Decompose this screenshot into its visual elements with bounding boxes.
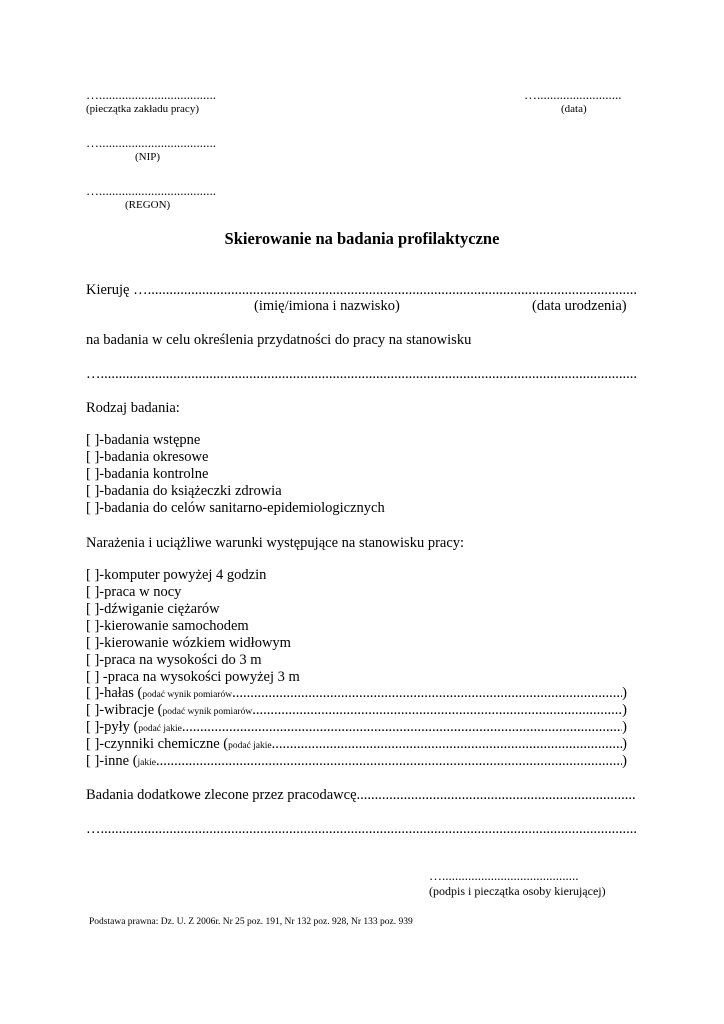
exam-types-heading: Rodzaj badania: [86,400,180,416]
checkbox-night-work[interactable]: [ ]-praca w nocy [86,584,182,600]
other-close: ) [622,753,627,769]
checkbox-height-above-3m[interactable]: [ ] -praca na wysokości powyżej 3 m [86,669,300,685]
vibration-dots [252,702,622,719]
name-label: (imię/imiona i nazwisko) [254,298,400,314]
noise-hint: podać wynik pomiarów [142,690,233,700]
checkbox-noise[interactable] [86,685,627,702]
referral-lead: Kieruję … [86,282,148,298]
chemicals-close: ) [622,736,627,752]
position-field[interactable] [86,366,638,383]
referral-dots [148,282,638,299]
checkbox-health-book-exam[interactable]: [ ]-badania do książeczki zdrowia [86,483,282,499]
checkbox-chemicals[interactable] [86,736,627,753]
additional-continuation-lead: … [86,821,101,837]
regon-field-dots[interactable]: ….................................... [86,183,216,198]
dust-label: [ ]-pyły ( [86,719,139,735]
checkbox-driving-car[interactable]: [ ]-kierowanie samochodem [86,618,249,634]
checkbox-other[interactable] [86,753,627,770]
hazards-heading: Narażenia i uciążliwe warunki występujące na stanowisku pracy: [86,535,465,551]
document-title: Skierowanie na badania profilaktyczne [224,229,500,248]
nip-field-dots[interactable]: ….................................... [86,135,216,150]
regon-field-label: (REGON) [125,199,171,211]
dust-close: ) [622,719,627,735]
noise-label: [ ]-hałas ( [86,685,143,701]
position-lead: … [86,366,101,382]
chemicals-hint: podać jakie [228,741,272,751]
position-dots [101,366,639,383]
dust-dots [182,719,622,736]
chemicals-dots [272,736,623,753]
checkbox-lifting[interactable]: [ ]-dźwiganie ciężarów [86,601,220,617]
stamp-field-label: (pieczątka zakładu pracy) [86,103,199,115]
checkbox-computer[interactable]: [ ]-komputer powyżej 4 godzin [86,567,267,583]
additional-continuation-dots [101,821,639,838]
other-dots [156,753,622,770]
stamp-field-dots[interactable]: ….................................... [86,87,216,102]
vibration-label: [ ]-wibracje ( [86,702,163,718]
dust-hint: podać jakie [138,724,182,734]
nip-field-label: (NIP) [135,151,161,163]
birth-date-label: (data urodzenia) [532,298,627,314]
signature-label: (podpis i pieczątka osoby kierującej) [429,884,606,898]
checkbox-control-exam[interactable]: [ ]-badania kontrolne [86,466,209,482]
checkbox-initial-exam[interactable]: [ ]-badania wstępne [86,432,201,448]
vibration-hint: podać wynik pomiarów [162,707,253,717]
additional-exams-dots [357,787,636,804]
purpose-text: na badania w celu określenia przydatności do pracy na stanowisku [86,332,472,348]
chemicals-label: [ ]-czynniki chemiczne ( [86,736,229,752]
other-hint: jakie [137,758,156,768]
additional-exams-label: Badania dodatkowe zlecone przez pracodawcę [86,787,357,803]
additional-exams-continuation[interactable] [86,821,638,838]
signature-field-dots[interactable]: ….......................................... [429,868,579,883]
referral-name-field[interactable] [86,282,638,299]
date-field-dots[interactable]: ….......................... [524,87,622,102]
additional-exams-field[interactable] [86,787,636,804]
hazards-list [86,567,300,686]
date-field-label: (data) [561,103,587,115]
checkbox-vibration[interactable] [86,702,627,719]
vibration-close: ) [622,702,627,718]
checkbox-height-below-3m[interactable]: [ ]-praca na wysokości do 3 m [86,652,262,668]
checkbox-sanitary-exam[interactable]: [ ]-badania do celów sanitarno-epidemiologicznych [86,500,385,516]
exam-types-list [86,432,385,517]
other-label: [ ]-inne ( [86,753,138,769]
checkbox-dust[interactable] [86,719,627,736]
noise-dots [232,685,622,702]
checkbox-forklift[interactable]: [ ]-kierowanie wózkiem widłowym [86,635,291,651]
legal-basis-note: Podstawa prawna: Dz. U. Z 2006r. Nr 25 poz. 191, Nr 132 poz. 928, Nr 133 poz. 939 [89,917,413,927]
checkbox-periodic-exam[interactable]: [ ]-badania okresowe [86,449,209,465]
noise-close: ) [622,685,627,701]
